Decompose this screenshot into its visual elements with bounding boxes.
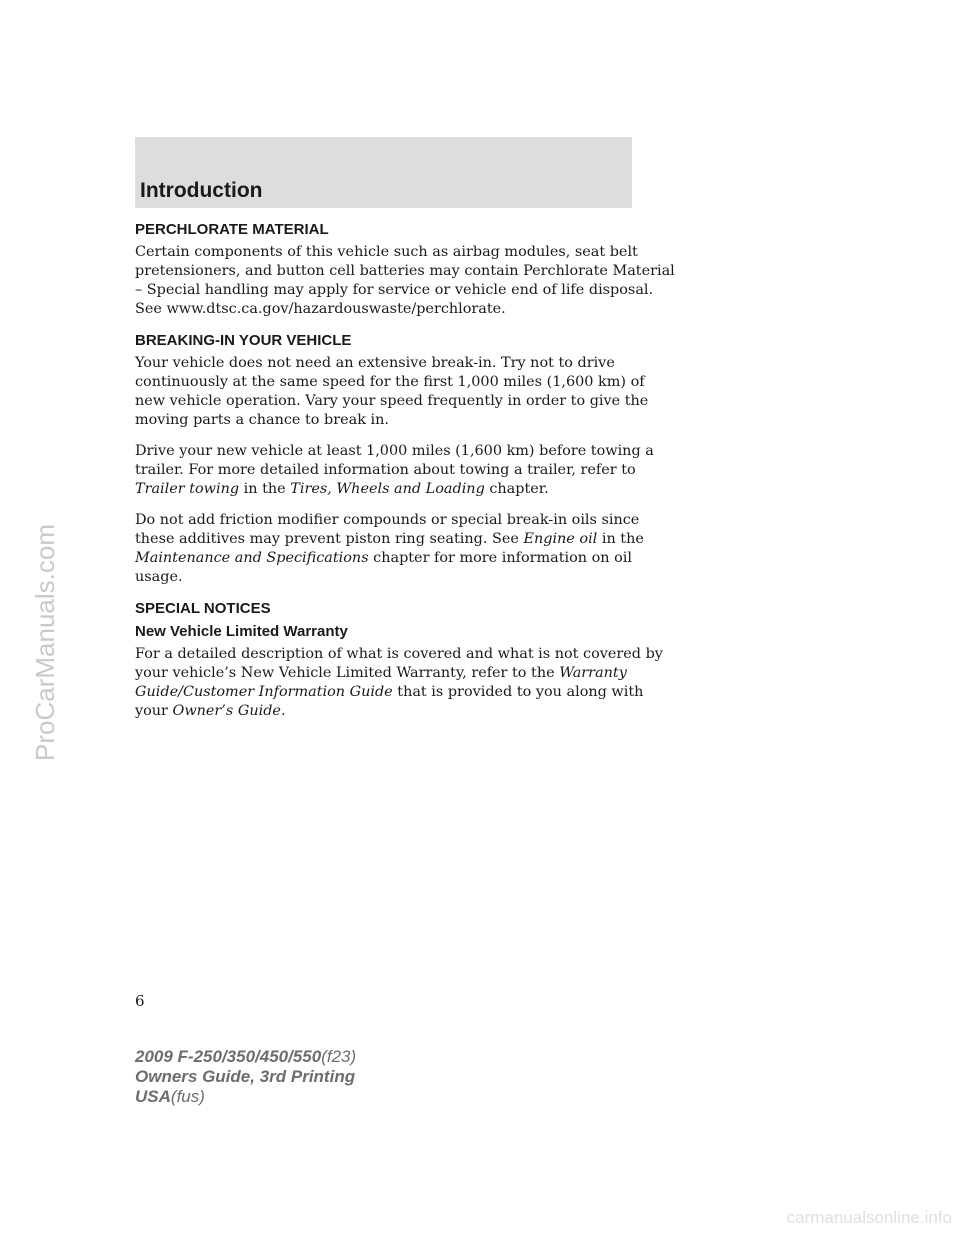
text-line: See www.dtsc.ca.gov/hazardouswaste/perchlorate. [135,301,506,317]
paragraph-towing [135,442,654,499]
text-line: – Special handling may apply for service or vehicle end of life disposal. [135,282,654,298]
text-fragment: chapter for more information on oil [373,550,632,566]
reference-trailer-towing: Trailer towing [135,481,240,497]
text-fragment: your vehicle’s New Vehicle Limited Warranty, refer to the [135,665,555,681]
paragraph-oil-additives [135,511,644,587]
text-fragment: these additives may prevent piston ring seating. See [135,531,519,547]
footer-line-model [135,1047,356,1067]
footer-model: 2009 F-250/350/450/550 [135,1047,322,1066]
reference-owners-guide: Owner’s Guide [172,703,281,719]
heading-perchlorate: PERCHLORATE MATERIAL [135,221,329,238]
footer-line-region [135,1087,356,1107]
document-footer [135,1047,356,1107]
reference-tires-wheels-loading: Tires, Wheels and Loading [290,481,485,497]
text-line: continuously at the same speed for the first 1,000 miles (1,600 km) of [135,374,645,390]
reference-maintenance-specifications: Maintenance and Specifications [135,550,369,566]
text-fragment: chapter. [489,481,549,497]
footer-region: USA [135,1087,171,1106]
text-line: Your vehicle does not need an extensive break-in. Try not to drive [135,355,615,371]
text-line: Do not add friction modifier compounds or special break-in oils since [135,512,640,528]
text-line: Certain components of this vehicle such as airbag modules, seat belt [135,244,638,260]
text-fragment: that is provided to you along with [397,684,644,700]
paragraph-break-in [135,354,649,430]
footer-edition: Owners Guide, 3rd Printing [135,1067,356,1086]
text-line: Drive your new vehicle at least 1,000 miles (1,600 km) before towing a [135,443,654,459]
subheading-warranty: New Vehicle Limited Warranty [135,623,348,640]
page-content [135,220,675,733]
reference-engine-oil: Engine oil [523,531,598,547]
footer-model-code: (f23) [321,1047,357,1066]
text-fragment: your [135,703,168,719]
text-line: pretensioners, and button cell batteries may contain Perchlorate Material [135,263,675,279]
text-fragment: . [280,703,286,719]
heading-breaking-in: BREAKING-IN YOUR VEHICLE [135,332,352,349]
paragraph-perchlorate [135,243,675,319]
section-title: Introduction [140,179,263,202]
reference-customer-information-guide: Guide/Customer Information Guide [135,684,393,700]
watermark-side [29,512,61,772]
text-line: usage. [135,569,183,585]
text-line: For a detailed description of what is covered and what is not covered by [135,646,663,662]
text-fragment: in the [243,481,286,497]
watermark-bottom: carmanualsonline.info [786,1208,952,1227]
page-number: 6 [135,992,145,1010]
text-fragment: in the [601,531,644,547]
text-line: new vehicle operation. Vary your speed frequently in order to give the [135,393,649,409]
paragraph-warranty [135,645,663,721]
text-line: moving parts a chance to break in. [135,412,389,428]
heading-special-notices: SPECIAL NOTICES [135,600,271,617]
footer-region-code: (fus) [170,1087,205,1106]
text-line: trailer. For more detailed information about towing a trailer, refer to [135,462,636,478]
reference-warranty: Warranty [559,665,627,681]
watermark-side-text: ProCarManuals.com [29,523,60,761]
